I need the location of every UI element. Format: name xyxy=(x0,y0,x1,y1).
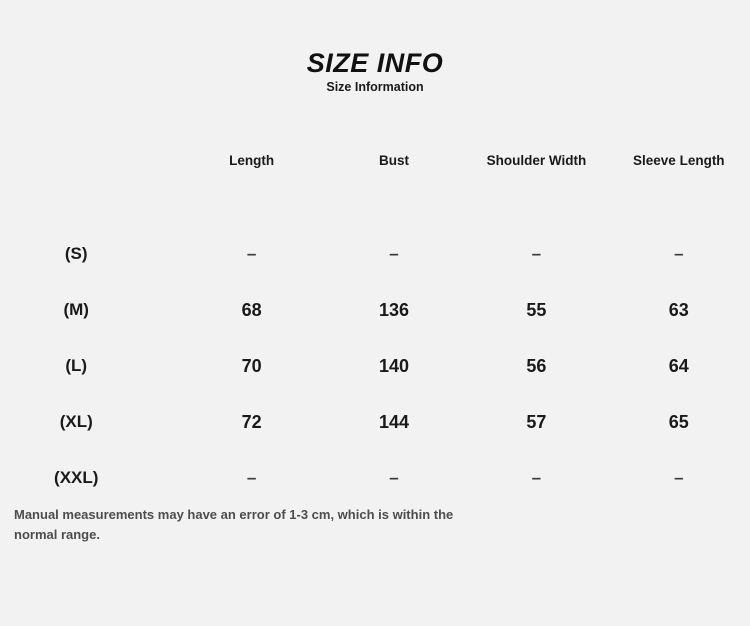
cell-s-length: – xyxy=(246,244,257,263)
column-header-length: Length xyxy=(229,152,275,168)
table-row xyxy=(0,226,750,282)
row-label-l: (L) xyxy=(65,356,88,375)
table-row xyxy=(0,282,750,338)
cell-xxl-bust: – xyxy=(389,468,399,487)
table-row xyxy=(0,338,750,394)
table-header-row xyxy=(0,130,750,192)
cell-l-sleeve-length: 64 xyxy=(668,355,689,376)
cell-m-bust: 136 xyxy=(379,299,410,320)
cell-m-sleeve-length: 63 xyxy=(668,299,689,320)
table-corner-cell xyxy=(0,130,180,192)
page-subtitle: Size Information xyxy=(326,80,424,94)
spacer-cell xyxy=(180,192,322,226)
column-header-sleeve-length: Sleeve Length xyxy=(633,152,725,168)
cell-m-length: 68 xyxy=(241,299,262,320)
cell-l-shoulder-width: 56 xyxy=(526,355,547,376)
cell-l-length: 70 xyxy=(241,355,262,376)
cell-s-shoulder-width: – xyxy=(531,244,542,263)
table-header xyxy=(0,130,750,192)
row-label-xl: (XL) xyxy=(59,412,93,431)
cell-xl-sleeve-length: 65 xyxy=(668,411,689,432)
table-body xyxy=(0,192,750,506)
spacer-cell xyxy=(465,192,607,226)
cell-s-bust: – xyxy=(389,244,399,263)
spacer-cell xyxy=(608,192,750,226)
cell-xl-bust: 144 xyxy=(379,411,410,432)
cell-xl-length: 72 xyxy=(241,411,262,432)
table-row xyxy=(0,450,750,506)
column-header-shoulder-width: Shoulder Width xyxy=(486,152,587,168)
cell-xxl-sleeve-length: – xyxy=(674,468,684,487)
table-row xyxy=(0,394,750,450)
column-header-bust: Bust xyxy=(379,152,410,168)
table-spacer-row xyxy=(0,192,750,226)
cell-xxl-length: – xyxy=(246,468,257,487)
spacer-cell xyxy=(323,192,465,226)
cell-xl-shoulder-width: 57 xyxy=(526,411,547,432)
row-label-xxl: (XXL) xyxy=(54,468,99,487)
row-label-s: (S) xyxy=(64,244,88,263)
row-label-m: (M) xyxy=(63,300,89,319)
cell-l-bust: 140 xyxy=(379,355,410,376)
spacer-cell xyxy=(0,192,180,226)
cell-m-shoulder-width: 55 xyxy=(526,299,547,320)
page-title: SIZE INFO xyxy=(306,48,444,78)
measurement-note: Manual measurements may have an error of 1-3 cm, which is within the normal range. xyxy=(14,507,454,543)
cell-xxl-shoulder-width: – xyxy=(531,468,542,487)
cell-s-sleeve-length: – xyxy=(674,244,684,263)
size-table xyxy=(0,130,750,506)
